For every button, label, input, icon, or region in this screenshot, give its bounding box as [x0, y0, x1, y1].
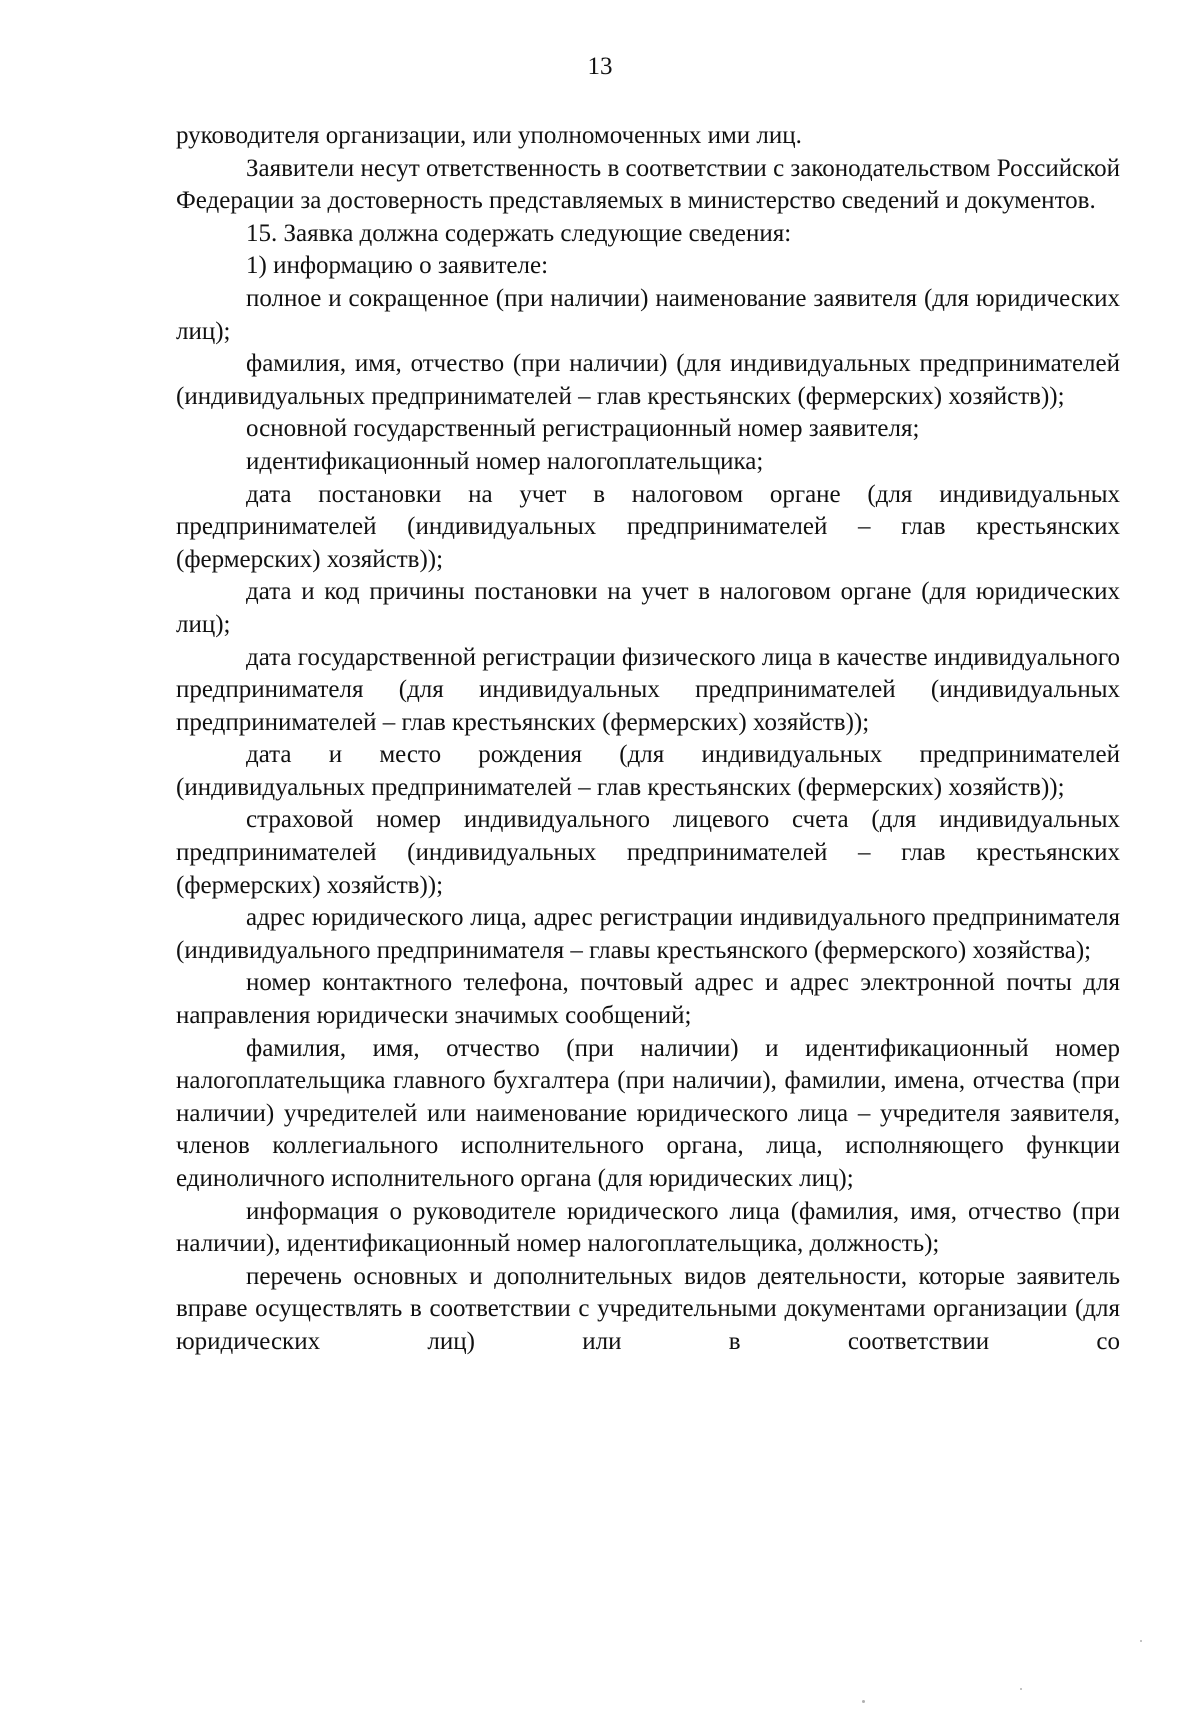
paragraph: страховой номер индивидуального лицевого счета (для индивидуальных предпринимателей (индивидуальных предпринимателей – глав крестьянских (фермерских) хозяйств)); [176, 806, 1120, 899]
paragraph: дата постановки на учет в налоговом органе (для индивидуальных предпринимателей (индивидуальных предпринимателей – глав крестьянских (фермерских) хозяйств)); [176, 480, 1120, 573]
paragraph: дата и место рождения (для индивидуальных предпринимателей (индивидуальных предпринимателей – глав крестьянских (фермерских) хозяйств)); [176, 741, 1120, 801]
scan-speck [1140, 1640, 1142, 1642]
scan-speck [1020, 1688, 1022, 1690]
paragraph: Заявители несут ответственность в соответствии с законодательством Российской Федерации за достоверность представляемых в министерство сведений и документов. [176, 154, 1120, 215]
paragraph: основной государственный регистрационный номер заявителя; [246, 415, 920, 443]
paragraph: 1) информацию о заявителе: [246, 252, 549, 280]
paragraph: фамилия, имя, отчество (при наличии) (для индивидуальных предпринимателей (индивидуальных предпринимателей – глав крестьянских (фермерских) хозяйств)); [176, 350, 1120, 410]
paragraph: руководителя организации, или уполномоченных ими лиц. [176, 122, 802, 149]
paragraph: полное и сокращенное (при наличии) наименование заявителя (для юридических лиц); [176, 284, 1120, 345]
paragraph: фамилия, имя, отчество (при наличии) и идентификационный номер налогоплательщика главного бухгалтера (при наличии), фамилии, имена, отчества (при наличии) учредителей или наименование юридического лица – учредителя заявителя, членов коллегиального исполнительного органа, лица, исполняющего функции единоличного исполнительного органа (для юридических лиц); [176, 1034, 1120, 1192]
paragraph: идентификационный номер налогоплательщика; [246, 447, 764, 475]
paragraph: адрес юридического лица, адрес регистрации индивидуального предпринимателя (индивидуального предпринимателя – главы крестьянского (фермерского) хозяйства); [176, 904, 1120, 964]
paragraph: информация о руководителе юридического лица (фамилия, имя, отчество (при наличии), идентификационный номер налогоплательщика, должность); [176, 1197, 1120, 1258]
paragraph: дата и код причины постановки на учет в налоговом органе (для юридических лиц); [176, 578, 1120, 638]
paragraph: номер контактного телефона, почтовый адрес и адрес электронной почты для направления юридически значимых сообщений; [176, 969, 1120, 1030]
document-body [176, 120, 1120, 1359]
paragraph: перечень основных и дополнительных видов деятельности, которые заявитель вправе осуществлять в соответствии с учредительными документами организации (для юридических лиц) или в соответствии со [176, 1262, 1120, 1355]
paragraph: дата государственной регистрации физического лица в качестве индивидуального предпринимателя (для индивидуальных предпринимателей (индивидуальных предпринимателей – глав крестьянских (фермерских) хозяйств)); [176, 643, 1120, 736]
page-number: 13 [587, 53, 613, 80]
paragraph: 15. Заявка должна содержать следующие сведения: [246, 219, 792, 247]
scan-speck [862, 1700, 865, 1703]
